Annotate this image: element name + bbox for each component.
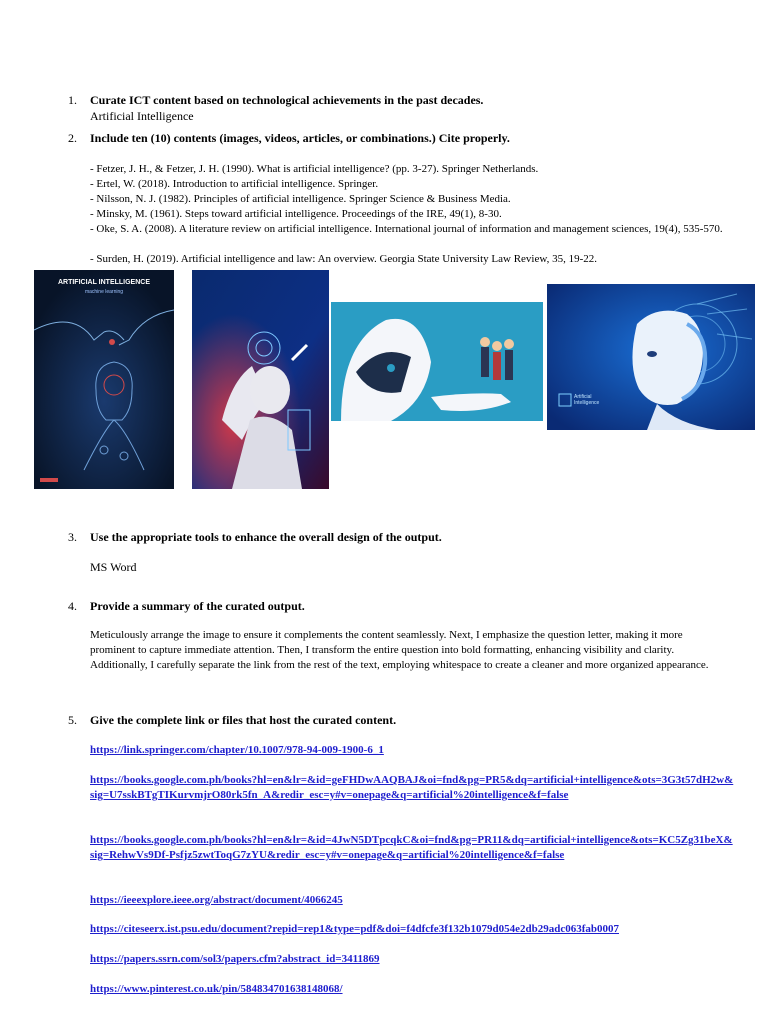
- item-number-1: 1.: [68, 93, 77, 107]
- item-number-5: 5.: [68, 713, 77, 727]
- ai-book-cover-image: [34, 270, 174, 489]
- question-1: Curate ICT content based on technological achievements in the past decades.: [90, 93, 484, 107]
- question-5: Give the complete link or files that host the curated content.: [90, 713, 397, 727]
- reference-3: - Nilsson, N. J. (1982). Principles of artificial intelligence. Springer Science & Business Media.: [90, 193, 511, 205]
- ai-label: [574, 394, 599, 406]
- ai-robot-hand-image: [331, 302, 543, 421]
- link-ssrn[interactable]: https://papers.ssrn.com/sol3/papers.cfm?abstract_id=3411869: [90, 953, 380, 965]
- reference-1: - Fetzer, J. H., & Fetzer, J. H. (1990). What is artificial intelligence? (pp. 3-27). Springer Netherlands.: [90, 163, 539, 175]
- reference-4: - Minsky, M. (1961). Steps toward artificial intelligence. Proceedings of the IRE, 49(1), 8-30.: [90, 208, 502, 220]
- item-number-3: 3.: [68, 530, 77, 544]
- question-3: Use the appropriate tools to enhance the overall design of the output.: [90, 530, 442, 544]
- ai-label-line-2: Intelligence: [574, 400, 600, 406]
- link-springer-chapter[interactable]: https://link.springer.com/chapter/10.1007/978-94-009-1900-6_1: [90, 744, 384, 756]
- ai-label-line-1: Artificial: [574, 394, 592, 400]
- reference-5: - Oke, S. A. (2008). A literature review on artificial intelligence. International journal of information and management sciences, 19(4), 535-570.: [90, 223, 723, 235]
- summary-text: Meticulously arrange the image to ensure it complements the content seamlessly. Next, I emphasize the question letter, making it more prominent to capture immediate attention. Then, I transform the entire question into bold formatting, enhancing visibility and clarity. Additionally, I carefully separate the link from the rest of the text, employing whitespace to create a cleaner and more organized appearance.: [90, 629, 709, 671]
- answer-3: MS Word: [90, 560, 137, 574]
- link-citeseerx[interactable]: https://citeseerx.ist.psu.edu/document?repid=rep1&type=pdf&doi=f4dfcfe3f132b1079d054e2db29adc063fab0007: [90, 923, 619, 935]
- item-number-2: 2.: [68, 131, 77, 145]
- cover-subtitle: machine learning: [84, 289, 124, 295]
- answer-1: Artificial Intelligence: [90, 109, 194, 123]
- link-google-books-1[interactable]: https://books.google.com.ph/books?hl=en&lr=&id=geFHDwAAQBAJ&oi=fnd&pg=PR5&dq=artificial+intelligence&ots=3G3t57dH2w&sig=U7sskBTgTIKurvmjrO80rk5fn_A&redir_esc=y#v=onepage&q=artificial%20intelligence&f=false: [90, 774, 734, 801]
- ai-head-image: [547, 284, 755, 430]
- link-pinterest[interactable]: https://www.pinterest.co.uk/pin/584834701638148068/: [90, 983, 343, 995]
- link-google-books-2[interactable]: https://books.google.com.ph/books?hl=en&lr=&id=4JwN5DTpcqkC&oi=fnd&pg=PR11&dq=artificial+intelligence&ots=KC5Zg31beX&sig=RehwVs9Df-Psfjz5zwtToqG7zYU&redir_esc=y#v=onepage&q=artificial%20intelligence&f=false: [90, 834, 733, 861]
- link-ieee[interactable]: https://ieeexplore.ieee.org/abstract/document/4066245: [90, 894, 343, 906]
- question-4: Provide a summary of the curated output.: [90, 599, 305, 613]
- question-2: Include ten (10) contents (images, videos, articles, or combinations.) Cite properly.: [90, 131, 510, 145]
- reference-2: - Ertel, W. (2018). Introduction to artificial intelligence. Springer.: [90, 178, 379, 190]
- reference-6: - Surden, H. (2019). Artificial intelligence and law: An overview. Georgia State University Law Review, 35, 19-22.: [90, 253, 597, 265]
- ai-robot-touch-image: [192, 270, 329, 489]
- item-number-4: 4.: [68, 599, 77, 613]
- cover-title: ARTIFICIAL INTELLIGENCE: [57, 279, 151, 286]
